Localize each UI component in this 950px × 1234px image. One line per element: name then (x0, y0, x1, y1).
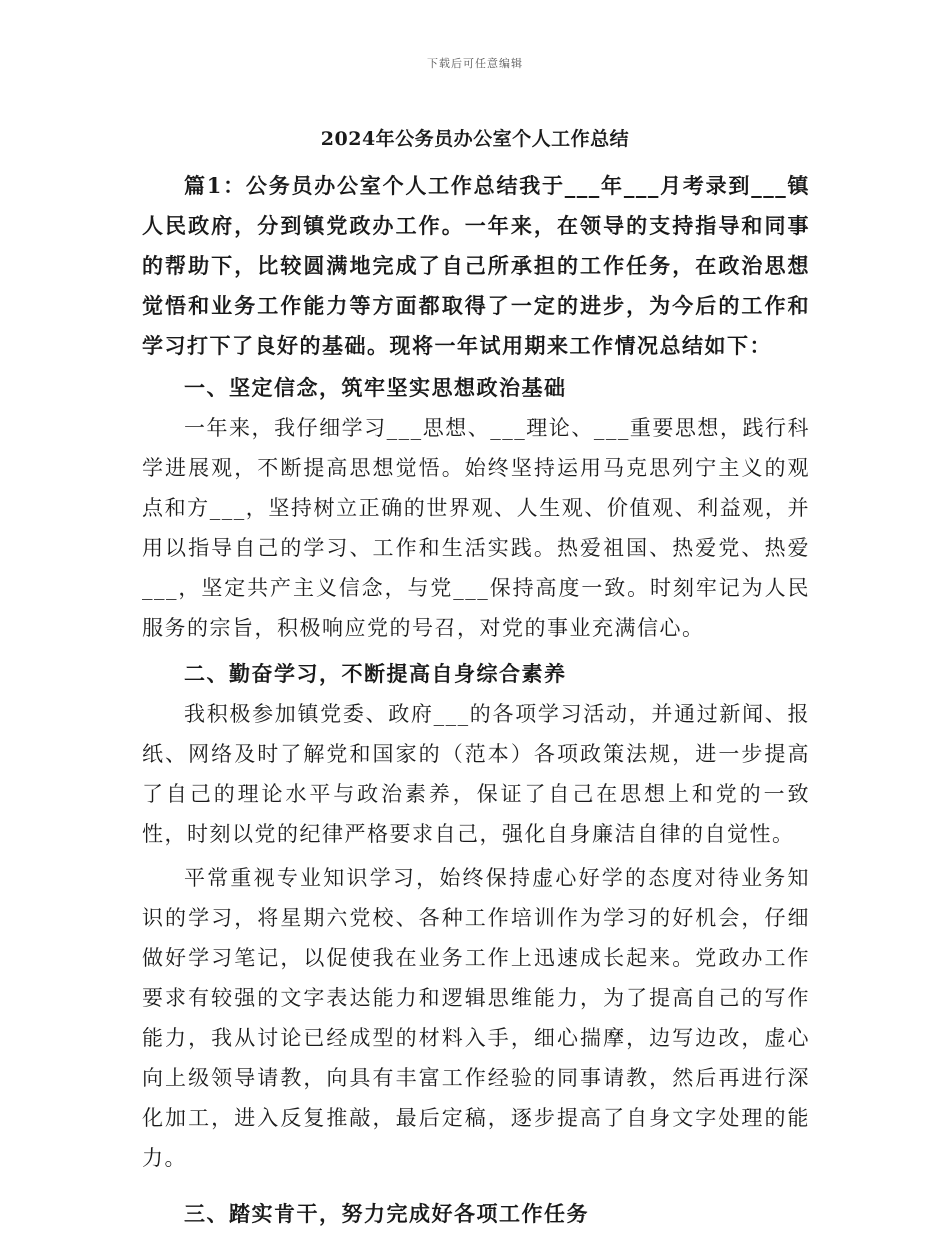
section-1-paragraph-1: 一年来，我仔细学习___思想、___理论、___重要思想，践行科学进展观，不断提高思想觉悟。始终坚持运用马克思列宁主义的观点和方___，坚持树立正确的世界观、人生观、价值观、利益观，并用以指导自己的学习、工作和生活实践。热爱祖国、热爱党、热爱___，坚定共产主义信念，与党___保持高度一致。时刻牢记为人民服务的宗旨，积极响应党的号召，对党的事业充满信心。 (142, 416, 810, 640)
header-note: 下载后可任意编辑 (427, 57, 523, 70)
intro-paragraph: 篇1：公务员办公室个人工作总结我于___年___月考录到___镇人民政府，分到镇党政办工作。一年来，在领导的支持指导和同事的帮助下，比较圆满地完成了自己所承担的工作任务，在政治思想觉悟和业务工作能力等方面都取得了一定的进步，为今后的工作和学习打下了良好的基础。现将一年试用期来工作情况总结如下： (142, 173, 810, 358)
section-2-paragraph-1: 我积极参加镇党委、政府___的各项学习活动，并通过新闻、报纸、网络及时了解党和国家的（范本）各项政策法规，进一步提高了自己的理论水平与政治素养，保证了自己在思想上和党的一致性，时刻以党的纪律严格要求自己，强化自身廉洁自律的自觉性。 (142, 702, 810, 846)
section-heading-3: 三、踏实肯干，努力完成好各项工作任务 (184, 1201, 589, 1226)
section-heading-1: 一、坚定信念，筑牢坚实思想政治基础 (184, 375, 567, 400)
document-body (142, 166, 810, 1234)
section-2-paragraph-2: 平常重视专业知识学习，始终保持虚心好学的态度对待业务知识的学习，将星期六党校、各种工作培训作为学习的好机会，仔细做好学习笔记，以促使我在业务工作上迅速成长起来。党政办工作要求有较强的文字表达能力和逻辑思维能力，为了提高自己的写作能力，我从讨论已经成型的材料入手，细心揣摩，边写边改，虚心向上级领导请教，向具有丰富工作经验的同事请教，然后再进行深化加工，进入反复推敲，最后定稿，逐步提高了自身文字处理的能力。 (142, 866, 810, 1170)
section-heading-2: 二、勤奋学习，不断提高自身综合素养 (184, 661, 567, 686)
document-title: 2024年公务员办公室个人工作总结 (320, 128, 630, 150)
